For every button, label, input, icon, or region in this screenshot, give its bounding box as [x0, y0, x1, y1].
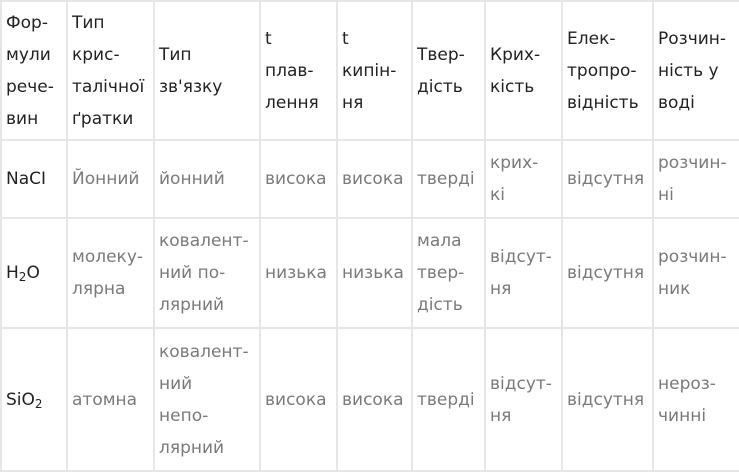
formula-base: H — [6, 263, 19, 283]
melting-point-cell: висока — [260, 328, 337, 471]
formula-subscript: 2 — [18, 270, 27, 284]
header-formula: Фор- мули рече- вин — [1, 1, 67, 140]
formula-cell — [1, 328, 67, 471]
formula-base: SiO — [6, 389, 35, 410]
table-row — [1, 328, 739, 471]
boiling-point-cell: висока — [337, 140, 412, 218]
solubility-cell: розчин- ні — [653, 140, 739, 218]
hardness-cell: тверді — [412, 328, 485, 471]
header-brittleness: Крих- кість — [485, 1, 562, 140]
conductivity-cell: відсутня — [562, 140, 653, 218]
header-melting-point: t плав- лення — [260, 1, 337, 140]
lattice-type-cell: атомна — [67, 328, 154, 471]
bond-type-cell: ковалент- ний непо- лярний — [154, 328, 260, 471]
header-bond-type: Тип зв'язку — [154, 1, 260, 140]
formula-cell — [1, 218, 67, 328]
formula-tail: O — [26, 263, 40, 283]
table-row — [1, 218, 739, 328]
boiling-point-cell: низька — [337, 218, 412, 328]
formula-subscript: 2 — [34, 396, 43, 411]
solubility-cell: нероз- чинні — [653, 328, 739, 471]
hardness-cell: мала твер- дість — [412, 218, 485, 328]
header-boiling-point: t кипін- ня — [337, 1, 412, 140]
solubility-cell: розчин- ник — [653, 218, 739, 328]
melting-point-cell: висока — [260, 140, 337, 218]
melting-point-cell: низька — [260, 218, 337, 328]
hardness-cell: тверді — [412, 140, 485, 218]
header-lattice-type: Тип крис- талічної ґратки — [67, 1, 154, 140]
header-conductivity: Елек- тропро- відність — [562, 1, 653, 140]
conductivity-cell: відсутня — [562, 218, 653, 328]
formula-cell — [1, 140, 67, 218]
bond-type-cell: ковалент- ний по- лярний — [154, 218, 260, 328]
brittleness-cell: крих- кі — [485, 140, 562, 218]
formula-base: NaCI — [6, 169, 47, 189]
header-row — [1, 1, 739, 140]
brittleness-cell: відсут- ня — [485, 218, 562, 328]
lattice-type-cell: молеку- лярна — [67, 218, 154, 328]
brittleness-cell: відсут- ня — [485, 328, 562, 471]
bond-type-cell: йонний — [154, 140, 260, 218]
conductivity-cell: відсутня — [562, 328, 653, 471]
boiling-point-cell: висока — [337, 328, 412, 471]
table-row — [1, 140, 739, 218]
lattice-type-cell: Йонний — [67, 140, 154, 218]
header-hardness: Твер- дість — [412, 1, 485, 140]
header-solubility: Розчин- ність у воді — [653, 1, 739, 140]
